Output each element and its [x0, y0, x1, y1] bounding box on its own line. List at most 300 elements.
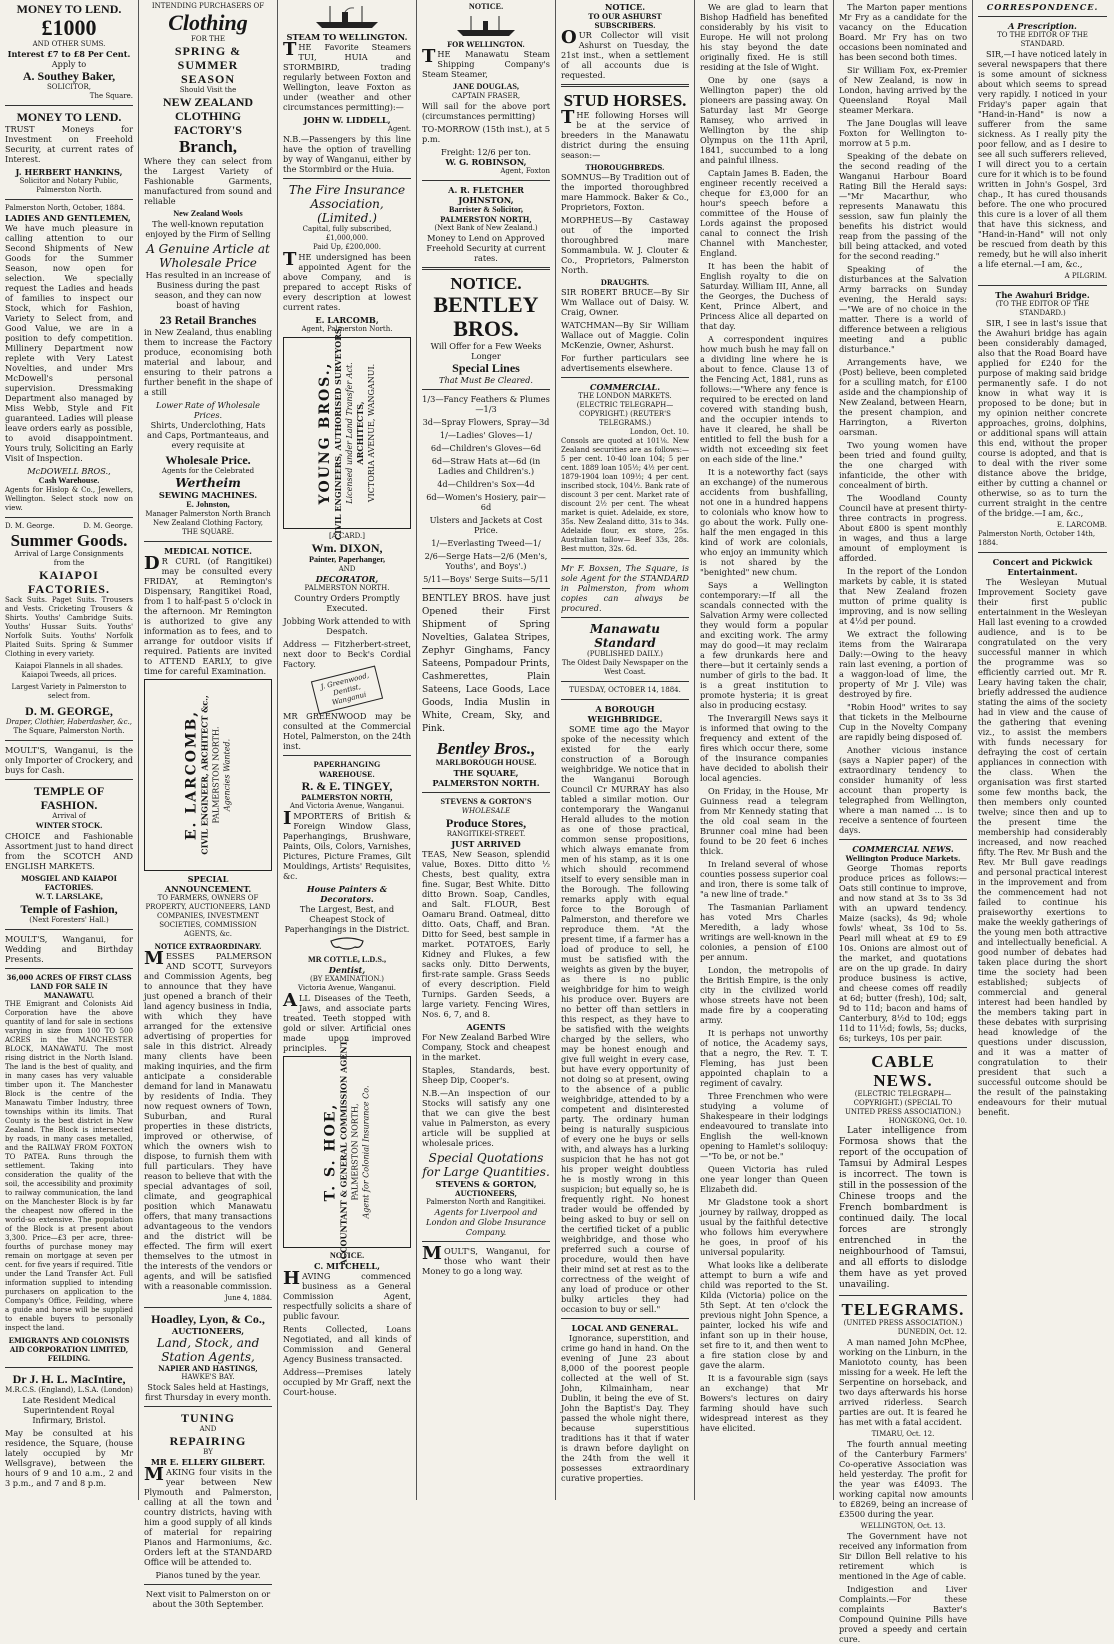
article-paragraph: A correspondent inquires how much bush he may fall on a dividing line where he is about to fence. Clause 13 of the Fencing Act, 1881, runs as follows:—"Where any fence is required to be erected on land covered with standing bush, and the occupier intends to have it cleared, he shall be entitled to fell the bush for a width not exceeding six feet on each side of the line." — [700, 334, 828, 464]
lend2-role: Solicitor and Notary Public, Palmerston North. — [19, 177, 119, 194]
divider — [422, 792, 550, 793]
dixon-address: Address — Fitzherbert-street, next door to Beck's Cordial Factory. — [283, 639, 411, 669]
temple-addr: (Next Foresters' Hall.) — [29, 916, 109, 924]
money-name: A. Southey Baker, — [22, 69, 116, 83]
special-text: MESSES PALMERSON AND SCOTT, Surveyors and Commission Agents, beg to announce that they have just opened a branch of their land agency business in India, with which they have arranged for the extensive advertising of properties for sale in this district. Already many clients have been making inquiries, and the firm anticipate a considerable demand for land in Manawatu by residents of India. They now request owners of Town, Suburban, and Rural properties in these districts, improved or otherwise, of which the owners wish to dispose, to furnish them with full particulars. They have reason to believe that with the special advantages of soil, climate, and geographical position which Manawatu offers, that many transactions advantageous to the vendors and the district will be effected. The firm will exert themselves to the utmost in the interests of the vendors or agents, and will be satisfied with a reasonable commission. — [144, 948, 272, 1291]
article-paragraph: What looks like a deliberate attempt to burn a wife and child was reported to the St. Kilda (Victoria) police on the 5th Sept. At ten o'clock the previous night John Spence, a painter, locked his wife and infant son up in their house, set fire to it, and then went to a fire station close by and gave the alarm. — [700, 1260, 828, 1370]
tingey-addr2: And Victoria Avenue, Wanganui. — [289, 802, 405, 810]
visit: Should Visit the — [179, 86, 237, 94]
money-apply: Apply to — [51, 59, 87, 69]
wholesale: WHOLESALE — [461, 807, 511, 815]
article-paragraph: One by one (says a Wellington paper) the old pioneers are passing away. On Saturday last Mr George Ramsey, who arrived in Wellington by the ship Olympus on the 11th April, 1841, succumbed to a long and painful illness. — [700, 75, 828, 165]
notice-title: NOTICE. — [468, 2, 504, 11]
will-sail: Will sail for the above port (circumstances permitting) — [422, 101, 550, 121]
cottle-name: MR COTTLE, L.D.S., — [307, 955, 387, 964]
george-addr: The Square, Palmerston North. — [13, 727, 125, 735]
young-arch: ARCHITECTS, — [355, 401, 365, 465]
column-6 — [695, 0, 834, 1500]
steam-title: STEAM TO WELLINGTON. — [286, 32, 408, 42]
summer-flannels: Kaiapoi Flannels in all shades. Kaiapoi Tweeds, all prices. — [14, 662, 124, 679]
tingey-house: House Painters & Decorators. — [306, 884, 388, 904]
special-quot: Special Quotations for Large Quantities. — [422, 1151, 550, 1179]
list-item: 1/3—Fancy Feathers & Plumes—1/3 — [422, 394, 550, 414]
mcd-head: LADIES AND GENTLEMEN, — [5, 213, 131, 223]
london-date: London, Oct. 10. — [629, 428, 689, 436]
temple-winter: WINTER STOCK. — [35, 821, 103, 830]
dr-text: Late Resident Medical Superintendent Royal Infirmary, Bristol. — [22, 1395, 116, 1425]
article-paragraph: In Ireland several of whose counties possess superior coal and iron, there is some talk of "a new line of trade." — [700, 859, 828, 899]
markets-title: THE LONDON MARKETS. — [578, 392, 672, 400]
mcd-text: We have much pleasure in calling attention to our Second Shipments of New Goods for the Summer Season, now open for selection. We specially request the Ladies and heads of families to inspect our Stock, which for Fashion, Variety to Select from, and Good Value, we are in a position to defy competition. Millinery Department now replete with Very Latest Novelties, and under Mrs McDowell's personal supervision. Dressmaking Department also managed by Miss Webb, Style and Fit guaranteed. Ladies will please leave orders early as possible, to avoid disappointment. Yours truly, Soliciting an Early Visit of Inspection. — [5, 223, 133, 463]
local-text: Ignorance, superstition, and crime go hand in hand. On the evening of June 23 about 8,000 of the poorest people collected at the well of St. John, Kilmainham, near Dublin, it being the eve of St. John the Baptist's Day. They passed the whole night there, because superstitious traditions has it that if water is drawn before daylight on the 24th from the well it possesses extraordinary curative properties. — [561, 1333, 689, 1483]
steam-nb: N.B.—Passengers by this line have the option of travelling by way of Wanganui, either by the Stormbird or the Huia. — [283, 134, 411, 174]
genuine: A Genuine Article at Wholesale Price — [146, 242, 270, 270]
young-title: YOUNG BROS., — [317, 361, 333, 505]
fire-capital: Capital, fully subscribed, £1,000,000. — [302, 225, 392, 242]
money-interest: Interest £7 to £8 Per Cent. — [7, 49, 131, 59]
dixon-and: AND — [338, 565, 356, 573]
list-item: 6d—Straw Hats at—6d (in Ladies and Children's.) — [431, 456, 541, 476]
retail-title: 23 Retail Branches — [159, 313, 257, 327]
column-4 — [417, 0, 556, 1500]
weighbridge-title: A BOROUGH WEIGHBRIDGE. — [587, 704, 663, 724]
dunedin-date: DUNEDIN, Oct. 12. — [897, 1328, 967, 1336]
divider — [422, 267, 550, 270]
repairing: REPAIRING — [169, 1434, 247, 1448]
marlborough: MARLBOROUGH HOUSE. — [435, 758, 537, 767]
manager-text: Manager Palmerston North Branch New Zealand Clothing Factory, THE SQUARE. — [145, 510, 271, 536]
season-title: SEASON — [180, 72, 236, 86]
dixon-orders: Country Orders Promptly Executed. — [294, 593, 400, 613]
article-paragraph: In the report of the London markets by cable, it is stated that New Zealand frozen mutton of prime quality is improving, and is now selling at 4½d per pound. — [839, 566, 967, 626]
article-paragraph: It is a favourable sign (says an exchange) that Mr Bowers's lectures on dairy farming should have such widespread interest as they have elicited. — [700, 1373, 828, 1433]
article-paragraph: "Robin Hood" writes to say that tickets in the Melbourne Cup in the Novelty Company are rapidly being disposed of. — [839, 702, 967, 742]
telegrams-title: TELEGRAMS. — [841, 1300, 965, 1319]
jane-douglas: JANE DOUGLAS, — [453, 82, 519, 91]
dixon-dec: DECORATOR, — [315, 574, 379, 584]
hoe-card-text — [323, 1039, 372, 1266]
list-item: 6d—Children's Gloves—6d — [430, 443, 542, 453]
published: (PUBLISHED DAILY.) — [587, 650, 663, 658]
agents: Agents for the Celebrated — [161, 467, 255, 475]
divider — [5, 1367, 133, 1368]
dixon-role: Painter, Paperhanger, — [308, 555, 386, 564]
draughts: DRAUGHTS. — [600, 278, 650, 287]
stock-list: TEAS, New Season, splendid value, Boxes. Ditto ditto ½ Chests, best quality, extra fine. Sugar, Best White. Ditto ditto Brown. Soap, Candles, and Salt. FLOUR, Best Oamaru Brand. Oatmeal, ditto ditto. Oats, Chaff, and Bran. Ditto for Seed, best sample in market. POTATOES, Early Kidney and Flukes, a few sacks only. Ditto Derwents, first-rate sample. Grass Seeds of every description. Field Turnips. Garden Seeds, a large variety. Fencing Wires, Nos. 6, 7, and 8. — [422, 849, 550, 1019]
divider — [283, 755, 411, 756]
for-wellington: FOR WELLINGTON. — [447, 40, 525, 49]
fire-paid: Paid Up, £200,000. — [313, 243, 381, 251]
dixon-jobbing: Jobbing Work attended to with Despatch. — [283, 616, 411, 636]
list-item: Ulsters and Jackets at Cost Price. — [429, 515, 543, 535]
money-sub: AND OTHER SUMS. — [32, 40, 106, 48]
lend2-title: MONEY TO LEND. — [16, 110, 122, 124]
markets-text: Consols are quoted at 101⅛. New Zealand securities are as follows:— 5 per cent. 10-40 loan 104; 5 per cent. 1889 loan 105½; 4½ per cent. 1879-1904 loan 109½; 4 per cent. inscribed stock, 104½. Bank rate of discount 3 per cent. Market rate of discount 2½ per cent. The wheat market is quiet. Adelaide, ex store, 35s. New Zealand ditto, 31s to 34s. Adelaide flour, ex store, 25s. Australian tallow— Beef 33s, 28s. Best mutton, 32s. 6d. — [561, 437, 689, 553]
agent-name: W. G. ROBINSON, — [445, 157, 527, 167]
steamer-icon — [312, 4, 382, 30]
temple-arrival: Arrival of — [52, 812, 86, 820]
ashurst-text: OUR Collector will visit Ashurst on Tuesday, the 21st inst., when a settlement of all accounts due is requested. — [561, 27, 689, 80]
bentley-bros: Bentley Bros., — [436, 739, 536, 758]
auct-addr: Palmerston North and Rangitikei. — [426, 1198, 546, 1206]
mitchell-text2: Rents Collected, Loans Negotiated, and all kinds of Commission and General Agency Business transacted. — [283, 1324, 411, 1364]
reputation: The well-known reputation enjoyed by the Firm of Selling — [145, 219, 271, 239]
greenwood-text: MR GREENWOOD may be consulted at the Commercial Hotel, Palmerston, on the 24th inst. — [283, 711, 411, 751]
concert-text: The Wesleyan Mutual Improvement Society gave their first public entertainment in the Wesleyan Hall last evening to a crowded audience, and is to be congratulated on the very successful manner in which the programme was so efficiently carried out. Mr R. Leary having taken the chair, briefly addressed the audience stating the aims of the society had in view and the cause of the gathering that evening viz., to assist the members with funds necessary for defraying the cost of certain appliances in connection with the class. When the organisation was first started some few months back, the then members only counted twelve; since then and up to the present time the membership had considerably increased, and now reached fifty. The Rev. Mr Bush and the Rev. Mr Bull gave readings and personal practical interest in the improvement and from the commencement had not failed to continue his praiseworthy exertions to make the weekly gatherings of the young men both attractive and intellectually beneficial. A good number of debates had taken place during the short time the society had been established; subjects of commercial and general interest had been handled by the members taking part in these debates with surprising head knowledge of the questions under discussion, and it was a matter of congratulation to their president that such a successful outcome should be the result of the painstaking endeavours for their mutual benefit. — [978, 577, 1107, 1117]
article-paragraph: The Marton paper mentions Mr Fry as a candidate for the vacancy on the Education Board. Mr Fry has on two occasions been nominated and has been second both times. — [839, 2, 967, 62]
lend2-name: J. HERBERT HANKINS, — [15, 167, 123, 177]
fletcher-name: A. R. FLETCHER JOHNSTON, — [448, 185, 524, 205]
paper-sub: WAREHOUSE. — [319, 770, 375, 779]
increase: Has resulted in an increase of Business during the past season, and they can now boast of having — [145, 270, 271, 310]
captain: CAPTAIN FRASER, — [451, 92, 521, 100]
hoadley-addr: NAPIER AND HASTINGS, — [158, 1364, 258, 1373]
divider — [561, 377, 689, 378]
larcomb-sign: E. LARCOMB. — [1056, 521, 1107, 529]
dr-text2: May be consulted at his residence, the Square, (house lately occupied by Mr Wellsgrave), between the hours of 9 and 10 a.m., 2 and 3 p.m., and 7 and 8 p.m. — [5, 1428, 133, 1488]
commercial-news-title: COMMERCIAL NEWS. — [852, 844, 954, 854]
temple-mosgiel: MOSGIEL AND KAIAPOI FACTORIES. — [21, 874, 117, 892]
column-5 — [556, 0, 695, 1500]
concert-title: Concert and Pickwick Entertainment. — [992, 557, 1093, 577]
hoadley-role: AUCTIONEERS, — [171, 1326, 245, 1336]
prescription-text: SIR,—I have noticed lately in several newspapers that there is some amount of sickness about which seems to spread very rapidly. I noticed in your Friday's paper again that "Hand-in-Hand" is now a sufferer from the same sickness. As I really pity the poor fellow, and as I desire to see all such sufferers relieved, I will direct you to a certain cure for it which is to be found written in John's Gospel, 3rd chap., It has cured thousands before. The one who procured this cure is a lover of all them that have this sickness, and "Hand-in-Hand" will not only be rescued from death by this remedy, but he will also inherit a life eternal.—I am, &c., — [978, 49, 1108, 269]
medical-title: MEDICAL NOTICE. — [164, 546, 252, 556]
steam-agent-role: Agent. — [387, 125, 411, 133]
cleared: That Must Be Cleared. — [439, 375, 533, 385]
temple-text: CHOICE and Fashionable Assortment just to hand direct from the SCOTCH AND ENGLISH MARKETS. — [5, 831, 133, 871]
tomorrow: TO-MORROW (15th inst.), at 5 p.m. — [422, 124, 550, 144]
list-item: 5/11—Boys' Serge Suits—5/11 — [423, 574, 549, 584]
article-paragraph: On Friday, in the House, Mr Guinness read a telegram from Mr Kennedy stating that the old coal seam in the Brunner coal mine had been found to be 20 feet 6 inches thick. — [700, 786, 828, 856]
divider — [5, 105, 133, 106]
mcd-agents: Agents for Hislop & Co., Jewellers, Wellington. Select stock now on view. — [5, 486, 133, 512]
agents-text: For New Zealand Barbed Wire Company, Stock and cheapest in the market. — [422, 1032, 550, 1062]
article-paragraph: The Jane Douglas will leave Foxton for Wellington to-morrow at 5 p.m. — [839, 118, 967, 148]
article-paragraph: Another vicious instance (says a Napier paper) of the extraordinary tendency to consider humanity of less account than property is telegraphed from Wellington, where a man named ... is to receive a sentence of fourteen days. — [839, 745, 967, 835]
masthead: Manawatu Standard — [590, 622, 660, 650]
dr-name: Dr J. H. L. MacIntire, — [12, 1372, 126, 1386]
larcomb-addr: PALMERSTON NORTH. — [211, 726, 221, 824]
article-paragraph: Says a Wellington contemporary:—If all the scandals connected with the Salvation Army were collected they would form a popular and exciting work. The army may do good—it may reclaim a few drunkards here and there—but it certainly sends a number of girls to the bad. It is a great institution to promote hysteria; it is great also in producing ecstasy. — [700, 580, 828, 710]
divider — [561, 84, 689, 87]
george-name: D. M. GEORGE, — [25, 704, 113, 718]
palmerston: PALMERSTON NORTH. — [432, 778, 540, 788]
editor-line: TO THE EDITOR OF THE STANDARD. — [997, 31, 1088, 48]
divider — [978, 285, 1107, 286]
article-paragraph: It has been the habit of English royalty to die on Saturday. William III, Anne, all the Georges, the Duchess of Kent, Prince Albert, and Princess Alice all departed on that day. — [700, 261, 828, 331]
divider — [839, 1295, 967, 1296]
hoe-sub: Agent for Colonial Insurance Co. — [361, 1085, 371, 1219]
money-lend-title: MONEY TO LEND. — [16, 2, 122, 16]
article-paragraph: Speaking of the debate on the second reading of the Wanganui Harbour Board Rating Bill the Herald says:—"Mr Macarthur, who represents Manawatu this session, saw fun plainly the benefits his district would reap from the passing of the bill being attacked, and voted for the second reading." — [839, 151, 967, 261]
column-7 — [834, 0, 973, 1644]
mitchell-addr: Address—Premises lately occupied by Mr Graff, next the Court-house. — [283, 1367, 411, 1397]
money-amount: £1000 — [41, 15, 97, 40]
article-paragraph: The Tasmanian Parliament has voted Mrs Charles Meredith, a lady whose writings are well-known in the colonies, a pension of £100 per annum. — [700, 902, 828, 962]
tingey-name: R. & E. TINGEY, — [301, 779, 393, 793]
editor-line: (TO THE EDITOR OF THE STANDARD.) — [995, 300, 1090, 317]
hoe-addr: PALMERSTON NORTH, — [350, 1103, 360, 1201]
stud-title: STUD HORSES. — [563, 91, 687, 110]
divider — [561, 617, 689, 618]
cable-title: CABLE NEWS. — [871, 1052, 935, 1090]
dixon-name: Wm. DIXON, — [311, 541, 383, 555]
larcomb-agents: Agencies Wanted. — [222, 738, 232, 812]
divider — [5, 740, 133, 741]
issue-date: TUESDAY, OCTOBER 14, 1884. — [569, 686, 681, 694]
wellington-text: The Government have not received any information from Sir Dillon Bell relative to his retirement which is mentioned in the Age of cable. — [839, 1531, 967, 1581]
summer-title: Summer Goods. — [10, 531, 128, 550]
article-paragraph: London, the metropolis of the British Empire, is the only city in the civilized world whose streets have not been made fire by a cooperating army. — [700, 965, 828, 1025]
article-paragraph: Three Frenchmen who were studying a volume of Shakespeare in their lodgings endeavoured to translate into English the well-known opening to Hamlet's soliloquy:—"To be, or not be." — [700, 1091, 828, 1161]
manawatu-text: THE Manawatu Steam Shipping Company's Steam Steamer, — [422, 46, 550, 79]
tuning-and: AND — [199, 1425, 217, 1433]
branch-title: Branch, — [178, 137, 238, 156]
card-label: [A CARD.] — [328, 532, 365, 540]
sewing: SEWING MACHINES. — [158, 490, 258, 500]
article-paragraph: Mr Gladstone took a short journey by railway, dropped as usual by the faithful detective who follows him everywhere he goes, in proof of his universal popularity. — [700, 1197, 828, 1257]
wertheim: Wertheim — [175, 476, 241, 490]
article-paragraph: Speaking of the disturbances at the Salvation Army barracks on Sunday evening, the Herald says:—"We are of no choice in the matter. There is a world of difference between a religious meeting and a public disturbance." — [839, 264, 967, 354]
prescription-title: A Prescription. — [1008, 21, 1077, 31]
divider — [561, 558, 689, 559]
divider — [144, 1307, 272, 1308]
pianos: Pianos tuned by the year. — [155, 1570, 261, 1580]
divider — [422, 389, 550, 390]
list-item: 4d—Children's Sox—4d — [437, 479, 535, 489]
robert: SIR ROBERT BRUCE—By Sir Wm Wallace out of Daisy. W. Craig, Owner. — [561, 287, 689, 317]
fire-agent: E. LARCOMB, — [315, 315, 379, 325]
freight: Freight: 12/6 per ton. — [441, 147, 531, 157]
cable-tele: (ELECTRIC TELEGRAPH—COPYRIGHT.) (SPECIAL TO UNITED PRESS ASSOCIATION.) — [844, 1090, 962, 1116]
upa: (UNITED PRESS ASSOCIATION.) — [843, 1319, 963, 1327]
stevens-nb: N.B.—An inspection of our Stocks will satisfy any one that we can give the best value in Palmerston, as every article will be supplied at wholesale prices. — [422, 1088, 550, 1148]
divider — [422, 1241, 550, 1242]
money-addr: The Square. — [89, 92, 133, 100]
retail-text: in New Zealand, thus enabling them to increase the Factory produce, economising both material and labour, and ensuring to their patrons a further benefit in the shape of a still — [144, 327, 272, 397]
staples: Staples, Standards, best. Sheep Dip, Cooper's. — [422, 1065, 550, 1085]
money-role: SOLICITOR, — [47, 83, 91, 91]
young-addr: VICTORIA AVENUE, WANGANUI. — [367, 363, 376, 503]
stud-text: THE following Horses will be at the service of breeders in the Manawatu district during the ensuing season:— — [561, 107, 689, 160]
young-sub: Licensed under Land Transfer Act. — [345, 362, 354, 504]
hoe-title: T. S. HOE, — [322, 1102, 339, 1202]
larcomb-card-text — [184, 695, 233, 855]
summer-largest: Largest Variety in Palmerston to select from. — [11, 683, 127, 700]
hoadley-bay: HAWKE'S BAY. — [181, 1373, 235, 1381]
mitchell-text: HAVING commenced business as a General Commission Agent, respectfully solicits a share of public favour. — [283, 1268, 411, 1321]
steam-agent: JOHN W. LIDDELL, — [303, 115, 391, 125]
produce-stores: Produce Stores, — [445, 816, 527, 830]
divider — [561, 699, 689, 700]
divider — [144, 1584, 272, 1585]
list-item: 2/6—Serge Hats—2/6 (Men's, Youths', and Boys'.) — [424, 551, 548, 571]
column-2 — [139, 0, 278, 1609]
agents-head: AGENTS — [466, 1022, 506, 1032]
notice-title: NOTICE. — [604, 2, 646, 12]
boxsen-notice: Mr F. Boxsen, The Square, is sole Agent for the STANDARD in Palmerston, from whom copies can always be procured. — [561, 563, 689, 613]
list-item: 1/—Ladies' Gloves—1/ — [439, 430, 533, 440]
oldest: The Oldest Daily Newspaper on the West Coast. — [561, 659, 689, 676]
manager-name: E. Johnston, — [186, 500, 230, 509]
tooth-icon — [327, 937, 367, 953]
young-card-text — [317, 326, 377, 540]
greenwood-card-text: J. Greenwood, Dentist, Wanganui — [319, 670, 370, 707]
acres-sign: EMIGRANTS AND COLONISTS AID CORPORATION LIMITED, FEILDING. — [8, 1336, 130, 1363]
produce-text: George Thomas reports produce prices as follows:—Oats still continue to improve, and now stand at 3s to 3s 3d with an upward tendency. Maize (sacks), 4s 9d; whole fowls' wheat, 3s 10d to 5s. Pearl mill wheat at £9 to £9 10s. Onions are almost out of the market, and quotations are on the up grade. In dairy produce business is active, and cheese comes off readily at 6d; butter (fresh), 10d; salt, 9d to 11d; bacon and hams of Canterbury, 8½d to 10d; eggs 11d to 11½d; fowls, 5s; ducks, 6s; turkeys, 10s per pair. — [839, 863, 967, 1043]
gorton-name: STEVENS & GORTON, — [435, 1179, 537, 1189]
hoadley-sub: Land, Stock, and Station Agents, — [156, 1336, 260, 1364]
hoadley-sales: Stock Sales held at Hastings, first Thursday in every month. — [144, 1382, 272, 1402]
fire-text: THE undersigned has been appointed Agent for the above Company, and is prepared to accept Risks of every description at lowest current rates. — [283, 249, 411, 312]
fletcher-text: Money to Lend on Approved Freehold Security at current rates. — [426, 233, 546, 263]
summer-list: Sack Suits. Paget Suits. Trousers and Vests. Cricketing Trousers & Shirts. Youths' Cambridge Suits. Youths' Hussar Suits. Youths' Norfolk Suits. Youths' Norfolk Plaited Suits. Spring & Summer Clothing in every variety. — [5, 596, 133, 658]
cottle-addr: Victoria Avenue, Wanganui. — [298, 984, 396, 992]
article-paragraph: Arrangements have, we (Post) believe, been completed for a sculling match, for £100 aside and the championship of New Zealand, between Hearn, the present champion, and Harrington, a Riverton oarsman. — [839, 357, 967, 437]
nz-wool: New Zealand Wools — [173, 209, 243, 218]
steam-text: THE Favorite Steamers TUI, HUIA and STORMBIRD, trading regularly between Foxton and Wellington, leave Foxton as under (weather and other circumstances permitting):— — [283, 39, 411, 112]
rangitikei: RANGITIKEI-STREET. — [446, 830, 526, 838]
young-role: CIVIL ENGINEERS, AUTHORISED SURVEYORS, — [333, 325, 343, 541]
tingey-text: IMPORTERS of British & Foreign Window Glass, Paperhangings, Brushware, Paints, Oils, Colors, Varnishes, Pictures, Picture Frames, Gilt Mouldings, Artists' Requisites, &c. — [283, 808, 411, 881]
fire-title: The Fire Insurance Association, (Limited.) — [288, 183, 406, 225]
cottle-exam: (BY EXAMINATION.) — [309, 975, 385, 983]
cottle-role: Dentist, — [328, 965, 366, 975]
moult-text: MOULT'S, Wanganui, for those who want their Money to go a long way. — [422, 1243, 550, 1276]
george-header — [5, 522, 133, 531]
wholesale-title: Wholesale Price. — [165, 453, 251, 467]
awahuri-title: The Awahuri Bridge. — [995, 290, 1090, 300]
notice-big: NOTICE. — [450, 274, 522, 293]
fletcher-role: Barrister & Solicitor, — [449, 205, 523, 214]
divider — [5, 199, 133, 200]
for-the: FOR THE — [191, 35, 225, 43]
timaru-date: TIMARU, Oct. 12. — [871, 1430, 935, 1438]
acres-text: THE Emigrant and Colonists Aid Corporation have the above quantity of land for sale in sections varying in size from 100 TO 500 ACRES in the MANCHESTER BLOCK, MANAWATU. The most rising district in the North Island. The land is the best of quality, and in many cases has very valuable timber upon it. The Manchester Block is the centre of the Manawatu Timber Industry, three townships within its limits. That County is the best district in New Zealand. The Block is intersected by roads, in many cases metalled, and the RAILWAY FROM FOXTON TO PATEA. Runs through the settlement. Taking into consideration the quality of the soil, the accessibility and proximity to railway communication, the land on the Manchester Block is by far the cheapest now offered in the world-so extensive. The population of the Block is at present about 3,300. Price—£3 per acre, three-fourths of purchase money may remain on mortgage at seven per cent. for five years if required. Title under the Land Transfer Act. Full information supplied to intending purchasers on application to the Company's Office, Feilding, where a guide and horse will be supplied to enable buyers to personally inspect the land. — [5, 1000, 133, 1332]
article-paragraph: The Inverargill News says it is informed that owing to the frequency and extent of the fires which occur there, some of the insurance companies have decided to abolish their local agencies. — [700, 713, 828, 783]
divider — [561, 1318, 689, 1319]
notice2: NOTICE. — [329, 1251, 365, 1260]
special-lines: Special Lines — [452, 361, 520, 375]
local-title: LOCAL AND GENERAL. — [571, 1323, 679, 1333]
lower-prices: Lower Rate of Wholesale Prices. — [156, 400, 260, 420]
hoe-role: ACCOUNTANT & GENERAL COMMISSION AGENT, — [338, 1038, 349, 1266]
article-paragraph: We are glad to learn that Bishop Hadfield has benefited considerably by his visit to Europe. He will not prolong his stay beyond the date originally fixed. He is still residing at the Isle of Wight. — [700, 2, 828, 72]
ashurst-title: TO OUR ASHURST SUBSCRIBERS. — [588, 12, 662, 30]
divider — [561, 681, 689, 682]
dr-quals: M.R.C.S. (England), L.S.A. (London) — [5, 1386, 133, 1394]
medical-text: DR CURL (of Rangitikei) may be consulted every FRIDAY, at Remington's Dispensary, Rangitikei Road, from 1 to half-past 5 o'clock in the afternoon. Mr Remington is authorized to give any information as to fees, and to arrange for outdoor visits if required. Patients are invited to ATTEND EARLY, to give time for careful Examination. — [144, 553, 272, 676]
bentley-sale: Will Offer for a Few Weeks Longer — [430, 341, 542, 361]
produce-markets-title: Wellington Produce Markets. — [845, 854, 961, 863]
shirts-text: Shirts, Underclothing, Hats and Caps, Portmanteaus, and every requisite at — [146, 420, 270, 450]
temple-title: TEMPLE OF FASHION. — [33, 784, 105, 812]
larcomb-card — [144, 679, 272, 871]
timaru-text: The fourth annual meeting of the Canterbury Farmers' Co-operative Association was held yesterday. The profit for the year was £4093. The working capital now amounts to £8269, being an increase of £3500 during the year. — [839, 1439, 967, 1519]
acres-title: 36,000 ACRES OF FIRST CLASS LAND FOR SALE IN MANAWATU. — [6, 973, 132, 1000]
factory-title: CLOTHING FACTORY'S — [174, 109, 242, 137]
indigestion-text: Indigestion and Liver Complaints.—For these complaints Baxter's Compound Quinine Pills have proved a speedy and certain cure. — [839, 1584, 967, 1644]
list-item: 3d—Spray Flowers, Spray—3d — [422, 417, 550, 427]
divider — [144, 541, 272, 542]
summer-arrival: Arrival of Large Consignments from the — [14, 550, 124, 567]
divider — [422, 588, 550, 589]
article-paragraph: It is perhaps not unworthy of notice, the Academy says, that a negro, the Rev. T. T. Fleming, has just been appointed chaplain to a regiment of cavalry. — [700, 1028, 828, 1088]
larcomb-title: E. LARCOMB, — [183, 709, 200, 841]
the-square: THE SQUARE, — [453, 768, 519, 778]
hoadley-name: Hoadley, Lyon, & Co., — [151, 1312, 265, 1326]
divider — [5, 929, 133, 930]
weighbridge-text: SOME time ago the Mayor spoke of the necessity which existed for the early construction of a Borough weighbridge. We notice that in the Wanganui Borough Council Cr MURRAY has also tabled a similar motion. Our contemporary the Wanganui Herald alludes to the motion as one of those practical, common sense propositions, which always emanate from men of his stamp, as it is one which should recommend itself to every sensible man in the Borough. The following remarks apply with equal force to the Borough of Palmerston, and therefore we reproduce them. "At the present time, if a farmer has a load of produce to sell, he must be satisfied with the weights as given by the buyer, as there is no public weighbridge for him to weigh his produce over. Buyers are no better off than settlers in this respect, as they have to be satisfied with the weights charged by the sellers, who may be honest enough and give full weight in every case, but have every opportunity of not doing so at present, owing to the absence of a public weighbridge, attended to by a competent and disinterested party. The ordinary human being is naturally suspicious of every one he buys or sells with, and always has a lurking suspicion that he has not got his proper weight doubtless he is mostly wrong in this suspicion; but equally so, he is frequently right. No honest trader would be offended by being asked to buy or sell on the certified ticket of a public weighbridge, and those who preferred such a course of procedure, would then have their mind set at rest as to the correctness of the weight of any load of produce or other bulky articles they had occasion to buy or sell." — [561, 724, 689, 1314]
dixon-addr: PALMERSTON NORTH. — [304, 584, 390, 592]
george-right: D. M. George. — [83, 522, 133, 530]
divider — [5, 968, 133, 969]
mitchell-name: C. MITCHELL, — [314, 1261, 380, 1271]
further: For further particulars see advertisements elsewhere. — [561, 353, 689, 373]
special-title: SPECIAL ANNOUNCEMENT. — [164, 874, 252, 894]
lend2-text: TRUST Moneys for Investment on Freehold Security, at current rates of Interest. — [5, 124, 133, 164]
tuning-by: BY — [203, 1448, 213, 1456]
auctioneers: AUCTIONEERS, — [455, 1189, 517, 1198]
article-paragraph: The Woodland County Council have at present thirty-three contracts in progress. About £800 is spent monthly in wages, and thus a large amount of employment is afforded. — [839, 493, 967, 563]
divider — [5, 517, 133, 518]
bentley-lines — [422, 394, 550, 584]
bentley-title: BENTLEY BROS. — [433, 292, 539, 341]
article-paragraph: Two young women have been tried and found guilty, the one charged with infanticide, the other with concealment of birth. — [839, 440, 967, 490]
watchman: WATCHMAN—By Sir William Wallace out of Maggie. Colin McKenzie, Owner, Ashurst. — [561, 320, 689, 350]
divider — [144, 1406, 272, 1407]
fletcher-sub: (Next Bank of New Zealand.) — [434, 224, 538, 232]
moult1: MOULT'S, Wanganui, is the only Importer of Crockery, and buys for Cash. — [5, 745, 133, 775]
stevens-title: STEVENS & GORTON'S — [440, 797, 532, 806]
article-paragraph: We extract the following items from the Wairarapa Daily:—Owing to the heavy rain last evening, a portion of a waggon-load of lime, the property of Mr J. Vile) was destroyed by fire. — [839, 629, 967, 699]
temple-name2: Temple of Fashion, — [20, 902, 118, 916]
tingey-stock: The Largest, Best, and Cheapest Stock of Paperhangings in the District. — [284, 904, 410, 934]
larcomb-role: CIVIL ENGINEER, ARCHITECT &c., — [199, 695, 210, 855]
summer-kaiapoi: KAIAPOI FACTORIES. — [28, 568, 110, 596]
list-item: 6d—Women's Hosiery, pair—6d — [426, 492, 546, 512]
where-text: Where they can select from the Largest Variety of Fashionable Garments, manufactured from sound and reliable — [144, 156, 272, 206]
special-date: June 4, 1884. — [224, 1294, 272, 1302]
column-3 — [278, 0, 417, 1500]
commercial-title: COMMERCIAL. — [589, 382, 661, 392]
clothing-title: Clothing — [168, 10, 248, 35]
divider — [839, 839, 967, 840]
fletcher-addr: PALMERSTON NORTH, — [440, 215, 532, 224]
divider — [283, 178, 411, 179]
larcomb-date: Palmerston North, October 14th, 1884. — [978, 530, 1096, 547]
fire-agent-role: Agent, Palmerston North. — [301, 325, 393, 333]
divider — [422, 180, 550, 181]
intending: INTENDING PURCHASERS OF — [151, 2, 265, 10]
moult2: MOULT'S, Wanganui, for Wedding and Birthday Presents. — [5, 934, 133, 964]
column-1 — [0, 0, 139, 1500]
list-item: 1/—Everlasting Tweed—1/ — [431, 538, 541, 548]
mcd-date: Palmerston North, October, 1884. — [5, 204, 126, 212]
paper-title: PAPERHANGING — [313, 760, 381, 769]
temple-name: W. T. LARSLAKE, — [35, 892, 103, 901]
dunedin-text: A man named John McPhee, working on the Linburn, in the Maniototo county, has been missing for a week. He left the Serpentine on horseback, and two days afterwards his horse arrived riderless. Search parties are out. It is feared he has met with a fatal accident. — [839, 1337, 967, 1427]
tuning: TUNING — [180, 1411, 235, 1425]
divider — [978, 16, 1107, 17]
article-paragraph: It is a noteworthy fact (says an exchange) of the numerous accidents from bushfalling, not one in a hundred happens to colonials who know how to go about the work. Fully one-half the men engaged in this kind of work are colonials, who enjoy an immunity which is not shared by the "benighted" new chum. — [700, 467, 828, 577]
next-visit: Next visit to Palmerston on or about the 30th September. — [145, 1589, 271, 1609]
divider — [978, 552, 1107, 553]
cable-text: Later intelligence from Formosa shows that the report of the occupation of Tamsui by Admiral Lespes is incorrect. The town is still in the possession of the Chinese troops and the French bombardment is continued daily. The local forces are strongly entrenched in the neighbourhood of Tamsui, and all efforts to dislodge them have as yet proved unavailing. — [839, 1126, 967, 1290]
hongkong-date: HONGKONG, Oct. 10. — [888, 1117, 967, 1125]
cottle-text: ALL Diseases of the Teeth, Jaws, and associate parts treated. Teeth stopped with gold or silver. Artificial ones made upon improved principles. — [283, 990, 411, 1053]
